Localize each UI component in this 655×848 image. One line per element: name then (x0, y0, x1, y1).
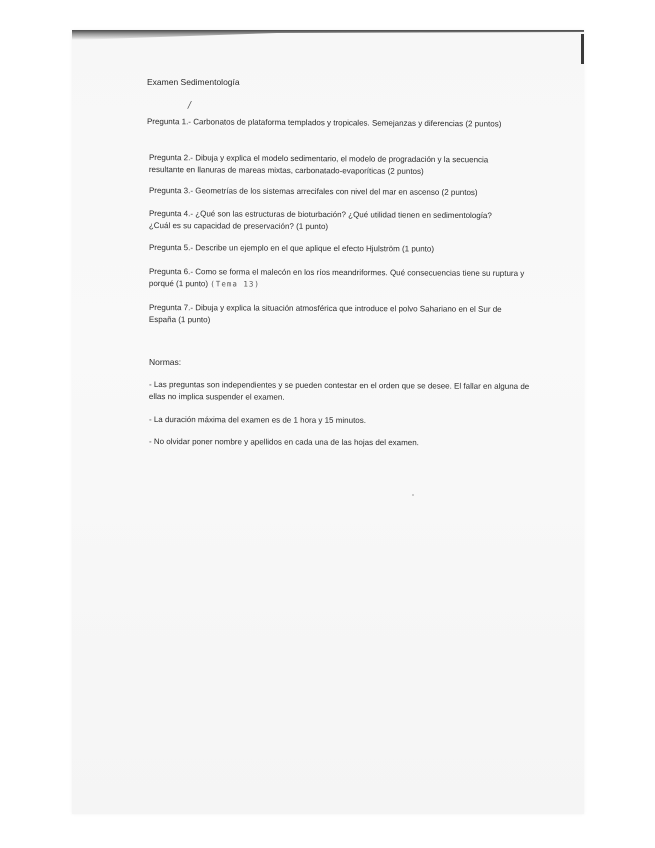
rule-item: - No olvidar poner nombre y apellidos en cada una de las hojas del examen. (148, 437, 419, 448)
question-4-text: ¿Qué son las estructuras de bioturbación? ¿Qué utilidad tienen en sedimentología? ¿Cuál es su capacidad de preservación? (1 punto) (148, 209, 492, 232)
question-2-label: Pregunta 2.- (148, 152, 194, 163)
question-1 (147, 116, 517, 131)
question-3-text: Geometrías de los sistemas arrecifales con nivel del mar en ascenso (2 puntos) (195, 186, 478, 198)
question-4-label: Pregunta 4.- (148, 208, 194, 219)
question-2-text: Dibuja y explica el modelo sedimentario, el modelo de progradación y la secuencia resultante en llanuras de mareas mixtas, carbonatado-evaporíticas (2 puntos) (148, 153, 489, 176)
question-5-text: Describe un ejemplo en el que aplique el efecto Hjulström (1 punto) (195, 243, 435, 254)
question-1-label: Pregunta 1.- (146, 116, 192, 127)
question-3 (149, 185, 519, 199)
question-1-text: Carbonatos de plataforma templados y tropicales. Semejanzas y diferencias (2 puntos) (193, 117, 502, 129)
question-7 (149, 302, 519, 328)
rule-item: - La duración máxima del examen es de 1 hora y 15 minutos. (148, 415, 367, 425)
question-5 (149, 242, 519, 256)
question-6-text: Como se forma el malecón en los ríos meandriformes. Qué consecuencias tiene su ruptura y porqué (1 punto) (148, 267, 525, 289)
question-7-label: Pregunta 7.- (148, 303, 194, 313)
question-7-text: Dibuja y explica la situación atmosférica que introduce el polvo Sahariano en el Sur de España (1 punto) (148, 303, 502, 325)
handwritten-mark: / (188, 101, 192, 111)
question-4 (149, 208, 514, 234)
question-3-label: Pregunta 3.- (148, 185, 194, 196)
question-6-label: Pregunta 6.- (148, 267, 194, 277)
handwritten-topic-note: (Tema 13) (210, 279, 260, 289)
rule-item: - Las preguntas son independientes y se pueden contestar en el orden que se desee. El fallar en alguna de ellas no implica suspender el examen. (148, 380, 530, 402)
scan-right-edge (581, 34, 584, 64)
question-2 (149, 152, 514, 179)
question-5-label: Pregunta 5.- (148, 242, 194, 253)
rules-heading: Normas: (149, 357, 182, 367)
exam-title: Examen Sedimentología (147, 77, 240, 87)
scan-speck (412, 494, 414, 496)
question-6 (149, 266, 534, 292)
